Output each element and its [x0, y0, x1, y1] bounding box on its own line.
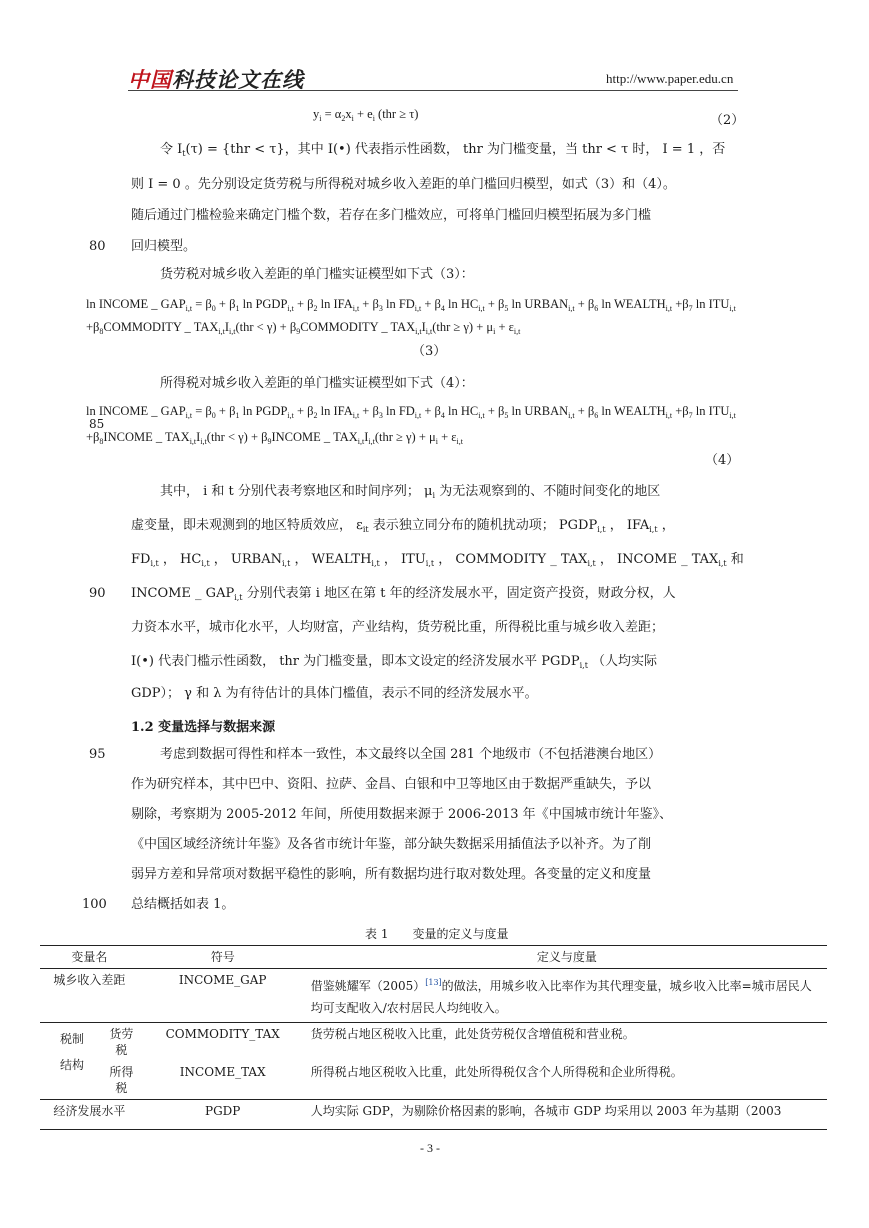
line-number-80: 80 — [89, 239, 106, 254]
table-header-row — [40, 946, 827, 969]
logo-text-black: 科技论文在线 — [172, 68, 304, 92]
para5-line6: 总结概括如表 1。 — [131, 897, 235, 912]
line-number-95: 95 — [89, 747, 106, 762]
table-cell-name: 所得税 — [109, 1065, 134, 1095]
table-row — [40, 1061, 827, 1100]
equation-3-line2: $+\beta_8COMMODITY$ _ $TAX_{i,t}I_{i,t}(thr < \gamma)$ + $\beta_9COMMODITY$ _ $TAX_{i,t}I_{i,t}(thr \ge \gamma) + \mu_i + \varepsilon_{i,t}$ — [86, 320, 521, 336]
table-cell-symbol: INCOME_TAX — [179, 1065, 266, 1079]
equation-4-line1: ln INCOME _ $GAP_{i,t} = \beta_0 + \beta_1$ $\ln PGDP_{i,t} + \beta_2$ $\ln IFA_{i,t} + \beta_3$ $\ln FD_{i,t} + \beta_4$ $\ln HC_{i,t} + \beta_5$ $\ln URBAN_{i,t} + \beta_6$ $\ln WEALTH_{i,t} +\beta_7$ $\ln ITU_{i,t}$ — [86, 404, 736, 420]
para4-line3: $FD_{i,t}$ ， $HC_{i,t}$ ， $URBAN_{i,t}$ ， $WEALTH_{i,t}$ ， $ITU_{i,t}$ ， COMMODITY _ $TAX_{i,t}$ ， INCOME _ $TAX_{i,t}$ 和 — [131, 552, 744, 568]
table-row — [40, 1023, 827, 1062]
table-row — [40, 969, 827, 1023]
table-cell-definition: 货劳税占地区税收入比重，此处货劳税仅含增值税和营业税。 — [307, 1023, 827, 1062]
equation-4-line2: $+\beta_8INCOME$ _ $TAX_{i,t}I_{i,t}(thr < \gamma)$ + $\beta_9INCOME$ _ $TAX_{i,t}I_{i,t}(thr \ge \gamma) + \mu_i + \varepsilon_{i,t}$ — [86, 430, 463, 446]
para5-line1: 考虑到数据可得性和样本一致性，本文最终以全国 281 个地级市（不包括港澳台地区） — [160, 747, 662, 762]
equation-3-line1: ln INCOME _ $GAP_{i,t} = \beta_0 + \beta_1$ $\ln PGDP_{i,t} + \beta_2$ $\ln IFA_{i,t} + \beta_3$ $\ln FD_{i,t} + \beta_4$ $\ln HC_{i,t} + \beta_5$ $\ln URBAN_{i,t} + \beta_6$ $\ln WEALTH_{i,t} +\beta_7$ $\ln ITU_{i,t}$ — [86, 297, 736, 313]
para5-line4: 《中国区域经济统计年鉴》及各省市统计年鉴，部分缺失数据采用插值法予以补齐。为了削 — [131, 837, 652, 852]
group-label-top: 税制 — [59, 1032, 84, 1046]
line-number-85: 85 — [89, 417, 105, 431]
para4-line6: I(•) 代表门槛示性函数， thr 为门槛变量，即本文设定的经济发展水平 $PGDP_{i,t}$ （人均实际 — [131, 654, 658, 670]
para3: 所得税对城乡收入差距的单门槛实证模型如下式（4）： — [160, 376, 474, 391]
para4-line2: 虚变量，即未观测到的地区特质效应， $\varepsilon_{it}$ 表示独立同分布的随机扰动项； $PGDP_{i,t}$ ， $IFA_{i,t}$ ， — [131, 518, 675, 534]
group-label-bottom: 结构 — [59, 1058, 84, 1072]
table-cell-name: 城乡收入差距 — [53, 973, 126, 987]
equation-4-number: （4） — [705, 453, 740, 468]
para1-line3: 随后通过门槛检验来确定门槛个数，若存在多门槛效应，可将单门槛回归模型拓展为多门槛 — [131, 208, 652, 223]
table-caption: 表 1 变量的定义与度量 — [365, 927, 509, 941]
para5-line2: 作为研究样本，其中巴中、资阳、拉萨、金昌、白银和中卫等地区由于数据严重缺失，予以 — [131, 777, 652, 792]
table-header-definition: 定义与度量 — [307, 946, 827, 969]
para5-line5: 弱异方差和异常项对数据平稳性的影响，所有数据均进行取对数处理。各变量的定义和度量 — [131, 867, 652, 882]
table-cell-symbol: COMMODITY_TAX — [139, 1023, 307, 1062]
header-divider — [128, 90, 738, 91]
para4-line7: GDP）； γ 和 λ 为有待估计的具体门槛值，表示不同的经济发展水平。 — [131, 686, 538, 701]
para1-line1: 令 $I_t(\tau) = \{thr < \tau\}$，其中 I(•) 代表指示性函数， thr 为门槛变量，当 thr < τ 时， I = 1 ，否 — [160, 142, 726, 158]
line-number-100: 100 — [82, 897, 107, 912]
equation-2-number: （2） — [710, 113, 745, 128]
para5-line3: 剔除，考察期为 2005-2012 年间，所使用数据来源于 2006-2013 年《中国城市统计年鉴》、 — [131, 807, 673, 822]
logo-text-red: 中国 — [128, 68, 172, 92]
equation-3-number: （3） — [412, 344, 447, 359]
table-cell-symbol: INCOME_GAP — [178, 973, 267, 987]
header-url[interactable]: http://www.paper.edu.cn — [606, 71, 734, 86]
table-cell-name: 货劳税 — [104, 1023, 139, 1062]
para4-line4: INCOME _ $GAP_{i,t}$ 分别代表第 i 地区在第 t 年的经济发展水平，固定资产投资，财政分权，人 — [131, 586, 676, 602]
table-cell-group — [40, 1023, 104, 1100]
para4-line1: 其中， i 和 t 分别代表考察地区和时间序列； $\mu_i$ 为无法观察到的、不随时间变化的地区 — [160, 484, 661, 500]
definition-text: 借鉴姚耀军（2005） — [310, 979, 426, 993]
equation-2: $y_i = \alpha_2x_i + e_i$ (thr ≥ τ) — [313, 107, 419, 123]
variables-table — [40, 945, 827, 1130]
line-number-90: 90 — [89, 586, 106, 601]
citation-link[interactable]: [13] — [425, 978, 442, 987]
section-heading: 1.2 变量选择与数据来源 — [131, 720, 276, 735]
para1-line4: 回归模型。 — [131, 239, 197, 254]
para4-line5: 力资本水平，城市化水平，人均财富，产业结构，货劳税比重，所得税比重与城乡收入差距； — [131, 620, 665, 635]
definition-text: 的做法，用城乡收入比率作为其代理变量，城乡收入比率=城市居民人均可支配收入/农村居民人均纯收入。 — [310, 979, 812, 1015]
page-number: - 3 - — [420, 1141, 440, 1155]
table-cell-name: 经济发展水平 — [40, 1100, 139, 1130]
table-cell-symbol: PGDP — [139, 1100, 307, 1130]
table-row — [40, 1100, 827, 1130]
para1-line2: 则 I = 0 。先分别设定货劳税与所得税对城乡收入差距的单门槛回归模型，如式（3）和（4）。 — [131, 177, 676, 192]
table-header-symbol: 符号 — [139, 946, 307, 969]
table-cell-definition — [307, 969, 827, 1023]
table-header-name: 变量名 — [40, 946, 139, 969]
para2: 货劳税对城乡收入差距的单门槛实证模型如下式（3）： — [160, 267, 474, 282]
table-cell-definition: 人均实际 GDP，为剔除价格因素的影响，各城市 GDP 均采用以 2003 年为基期（2003 — [307, 1100, 827, 1130]
table-cell-definition: 所得税占地区税收入比重，此处所得税仅含个人所得税和企业所得税。 — [310, 1065, 683, 1079]
